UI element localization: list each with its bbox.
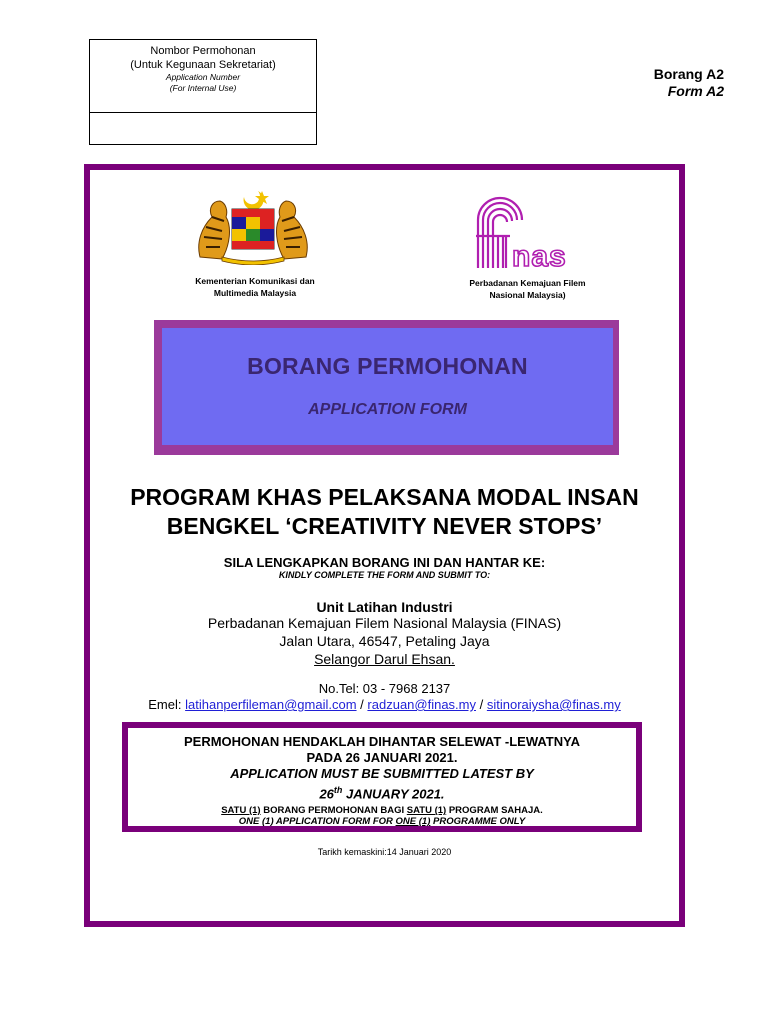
app-number-label-my: Nombor Permohonan — [150, 45, 256, 57]
deadline-notice-box — [122, 722, 642, 832]
email-link-sitinoraiysha[interactable]: sitinoraiysha@finas.my — [486, 697, 621, 712]
deadline-my-line2: PADA 26 JANUARI 2021. — [306, 750, 458, 765]
deadline-notice-inner — [128, 728, 636, 826]
application-number-box — [89, 39, 317, 145]
deadline-en-line2 — [128, 782, 636, 802]
kkmm-caption — [160, 275, 350, 299]
rule-my-count-c: SATU (1) — [406, 805, 447, 817]
deadline-month-year: JANUARY 2021. — [342, 786, 445, 802]
kkmm-caption-line2: Multimedia Malaysia — [213, 288, 297, 298]
last-updated-date: Tarikh kemaskini:14 Januari 2020 — [317, 847, 452, 857]
form-code-my: Borang A2 — [653, 66, 724, 82]
deadline-my-line1: PERMOHONAN HENDAKLAH DIHANTAR SELEWAT -LEWATNYA — [183, 734, 580, 749]
address-unit: Unit Latihan Industri — [316, 599, 453, 615]
finas-caption-line1: Perbadanan Kemajuan Filem — [469, 278, 586, 288]
program-title-line1: PROGRAM KHAS PELAKSANA MODAL INSAN — [130, 484, 639, 510]
rule-my-text-b: BORANG PERMOHONAN BAGI — [260, 805, 407, 817]
app-number-sublabel-my: (Untuk Kegunaan Sekretariat) — [130, 59, 276, 71]
instruction-en: KINDLY COMPLETE THE FORM AND SUBMIT TO: — [278, 570, 491, 580]
finas-caption-line2: Nasional Malaysia) — [489, 290, 566, 300]
address-state: Selangor Darul Ehsan. — [314, 651, 455, 667]
rule-my-count-a: SATU (1) — [221, 805, 261, 817]
address-street: Jalan Utara, 46547, Petaling Jaya — [279, 633, 490, 649]
rule-en — [128, 816, 636, 827]
application-number-label — [90, 40, 316, 113]
title-box-inner — [162, 328, 613, 445]
address-organisation: Perbadanan Kemajuan Filem Nasional Malaysia (FINAS) — [207, 615, 562, 631]
telephone-number: No.Tel: 03 - 7968 2137 — [318, 681, 451, 696]
email-line — [84, 697, 685, 712]
rule-en-count-b: ONE (1) — [395, 816, 431, 828]
address-state-line — [84, 650, 685, 669]
finas-logo — [470, 192, 585, 272]
deadline-day: 26 — [319, 786, 334, 802]
email-separator: / — [360, 697, 364, 712]
email-separator: / — [479, 697, 484, 712]
title-box — [154, 320, 619, 455]
instruction-my: SILA LENGKAPKAN BORANG INI DAN HANTAR KE: — [223, 555, 546, 570]
program-title-line2: BENGKEL ‘CREATIVITY NEVER STOPS’ — [166, 513, 603, 539]
app-number-sublabel-en: (For Internal Use) — [169, 83, 237, 93]
finas-caption — [440, 277, 615, 301]
form-code-en: Form A2 — [667, 83, 724, 99]
finas-wordmark: nas — [512, 240, 567, 272]
rule-en-text-a: ONE (1) APPLICATION FORM FOR — [238, 816, 396, 828]
malaysia-coat-of-arms-logo — [192, 187, 314, 265]
deadline-en-line1: APPLICATION MUST BE SUBMITTED LATEST BY — [230, 766, 534, 781]
form-title-en: APPLICATION FORM — [308, 401, 467, 418]
form-code — [654, 66, 724, 100]
application-number-field[interactable] — [90, 113, 316, 144]
app-number-label-en: Application Number — [165, 72, 241, 82]
form-title-my: BORANG PERMOHONAN — [247, 353, 528, 379]
kkmm-caption-line1: Kementerian Komunikasi dan — [195, 276, 315, 286]
email-link-radzuan[interactable]: radzuan@finas.my — [367, 697, 476, 712]
rule-my — [128, 805, 636, 816]
rule-my-text-d: PROGRAM SAHAJA. — [446, 805, 543, 817]
deadline-day-suffix: th — [333, 785, 343, 795]
email-label: Emel: — [148, 697, 182, 712]
rule-en-text-c: PROGRAMME ONLY — [430, 816, 526, 828]
email-link-latihan[interactable]: latihanperfileman@gmail.com — [185, 697, 357, 712]
